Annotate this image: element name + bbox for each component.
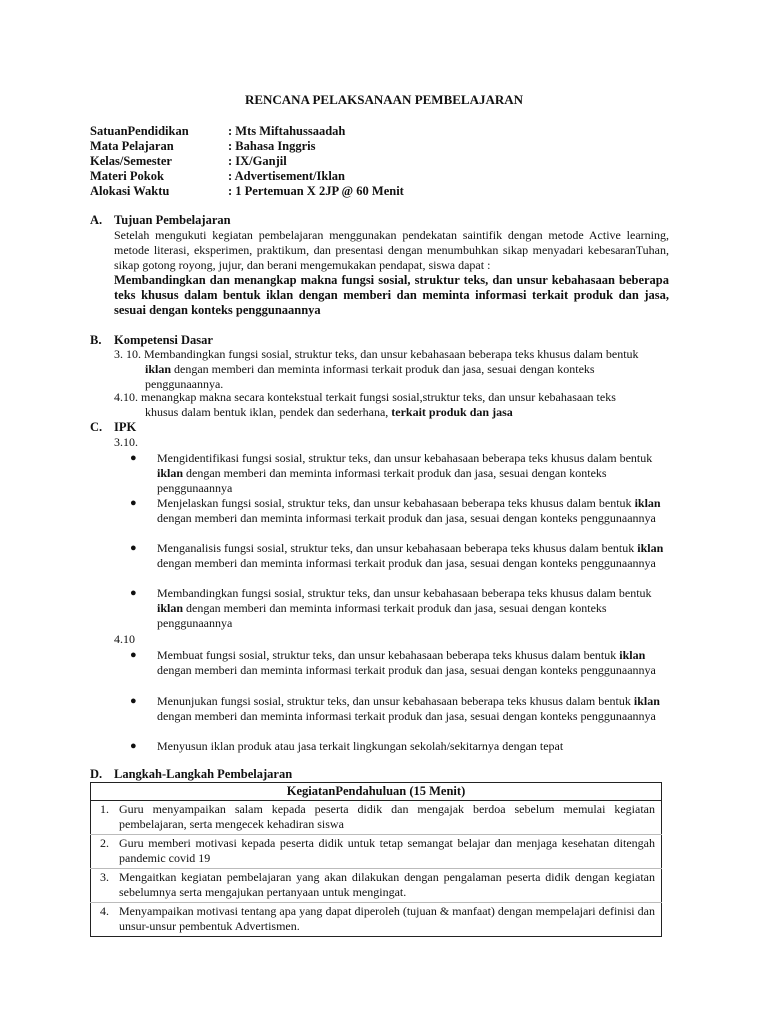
kd-text: Membandingkan fungsi sosial, struktur teks, dan unsur kebahasaan beberapa teks khusus dalam bentuk [141,347,639,361]
kd-item-4-10 [114,390,674,420]
ipk-text: Menyusun iklan produk atau jasa terkait lingkungan sekolah/sekitarnya dengan tepat [157,739,564,753]
kd-text-cont: dengan memberi dan meminta informasi terkait produk dan jasa, sesuai dengan konteks penggunaannya. [145,362,595,391]
bullet-icon: ● [130,542,137,554]
bullet-icon: ● [130,497,137,509]
document-title: RENCANA PELAKSANAAN PEMBELAJARAN [244,92,524,107]
identity-value: : Mts Miftahussaadah [228,124,346,138]
ipk-text-cont: dengan memberi dan meminta informasi terkait produk dan jasa, sesuai dengan konteks penggunaannya [157,601,607,630]
step-number: 3. [100,870,109,884]
steps-table [90,782,662,937]
step-text: Mengaitkan kegiatan pembelajaran yang akan dilakukan dengan pengalaman peserta didik dengan kegiatan sebelumnya serta mengajukan pertanyaan untuk mengingat. [119,870,655,899]
identity-value: : 1 Pertemuan X 2JP @ 60 Menit [228,184,404,198]
ipk-text-cont: dengan memberi dan meminta informasi terkait produk dan jasa, sesuai dengan konteks penggunaannya [157,466,607,495]
section-a-paragraph [114,228,669,318]
section-letter: C. [90,420,103,434]
table-row [91,869,662,903]
section-a-heading [90,213,231,228]
bullet-icon: ● [130,695,137,707]
table-header: KegiatanPendahuluan (15 Menit) [91,783,662,801]
kd-number: 4.10. [114,390,138,404]
bullet-icon: ● [130,452,137,464]
ipk-text: Membandingkan fungsi sosial, struktur teks, dan unsur kebahasaan beberapa teks khusus dalam bentuk [157,586,652,600]
ipk-text: Menjelaskan fungsi sosial, struktur teks, dan unsur kebahasaan beberapa teks khusus dalam bentuk [157,496,635,510]
ipk-text-cont: dengan memberi dan meminta informasi terkait produk dan jasa, sesuai dengan konteks penggunaannya [157,709,656,723]
section-title: Tujuan Pembelajaran [114,213,231,227]
ipk-bold: iklan [157,466,184,480]
kd-text-cont: khusus dalam bentuk iklan, pendek dan sederhana, [145,405,392,419]
table-row [91,835,662,869]
step-text: Guru menyampaikan salam kepada peserta didik dan mengajak berdoa sebelum memulai kegiatan pembelajaran, serta mengecek kehadiran siswa [119,802,655,831]
kd-number: 3. 10. [114,347,141,361]
section-b-heading [90,333,213,348]
section-title: Langkah-Langkah Pembelajaran [114,767,293,781]
kd-bold: terkait produk dan jasa [391,405,513,419]
kd-bold: iklan [145,362,172,376]
objective-text: Setelah mengukuti kegiatan pembelajaran menggunakan pendekatan saintifik dengan metode Active learning, metode literasi, eksperimen, praktikum, dan presentasi dengan menumbuhkan sikap menyadari kebesaranTuhan, sikap gotong royong, jujur, dan berani mengemukakan pendapat, siswa dapat : [114,228,669,272]
table-row [91,903,662,937]
section-letter: B. [90,333,102,347]
table-cell [91,903,662,937]
objective-bold-text: Membandingkan dan menangkap makna fungsi sosial, struktur teks, dan unsur kebahasaan beberapa teks khusus dalam bentuk iklan dengan memberi dan meminta informasi terkait produk dan jasa, sesuai dengan konteks penggunaannya [114,273,669,317]
step-text: Guru memberi motivasi kepada peserta didik untuk tetap semangat belajar dan menjaga kesehatan ditengah pandemic covid 19 [119,836,655,865]
step-text: Menyampaikan motivasi tentang apa yang dapat diperoleh (tujuan & manfaat) dengan mempelajari definisi dan unsur-unsur pembentuk Advertismen. [119,904,655,933]
ipk-bold: iklan [157,601,184,615]
ipk-text-cont: dengan memberi dan meminta informasi terkait produk dan jasa, sesuai dengan konteks penggunaannya [157,556,656,570]
bullet-icon: ● [130,587,137,599]
identity-label: Kelas/Semester [90,154,172,168]
bullet-icon: ● [130,740,137,752]
ipk-group-number: 3.10. [114,435,138,449]
ipk-text-cont: dengan memberi dan meminta informasi terkait produk dan jasa, sesuai dengan konteks penggunaannya [157,663,656,677]
table-row [91,801,662,835]
section-d-heading [90,767,292,782]
ipk-text: Menunjukan fungsi sosial, struktur teks, dan unsur kebahasaan beberapa teks khusus dalam bentuk [157,694,634,708]
identity-label: Materi Pokok [90,169,164,183]
ipk-text-cont: dengan memberi dan meminta informasi terkait produk dan jasa, sesuai dengan konteks penggunaannya [157,511,656,525]
ipk-bold: iklan [619,648,646,662]
step-number: 2. [100,836,109,850]
identity-value: : Advertisement/Iklan [228,169,346,183]
kd-text: menangkap makna secara kontekstual terkait fungsi sosial,struktur teks, dan unsur kebahasaan teks [138,390,616,404]
ipk-group-number: 4.10 [114,632,135,646]
step-number: 1. [100,802,109,816]
ipk-bold: iklan [633,694,660,708]
identity-value: : Bahasa Inggris [228,139,316,153]
table-cell [91,835,662,869]
table-header-row [91,783,662,801]
ipk-text: Membuat fungsi sosial, struktur teks, dan unsur kebahasaan beberapa teks khusus dalam bentuk [157,648,620,662]
section-title: Kompetensi Dasar [114,333,213,347]
kd-item-3-10 [114,347,674,392]
step-number: 4. [100,904,109,918]
section-letter: A. [90,213,103,227]
table-cell [91,801,662,835]
ipk-bold: iklan [637,541,664,555]
section-letter: D. [90,767,103,781]
table-cell [91,869,662,903]
ipk-text: Mengidentifikasi fungsi sosial, struktur teks, dan unsur kebahasaan beberapa teks khusus dalam bentuk [157,451,653,465]
identity-label: Alokasi Waktu [90,184,170,198]
identity-label: Mata Pelajaran [90,139,174,153]
ipk-text: Menganalisis fungsi sosial, struktur teks, dan unsur kebahasaan beberapa teks khusus dalam bentuk [157,541,638,555]
bullet-icon: ● [130,649,137,661]
identity-label: SatuanPendidikan [90,124,189,138]
ipk-bold: iklan [634,496,661,510]
section-c-heading [90,420,136,435]
section-title: IPK [114,420,137,434]
identity-value: : IX/Ganjil [228,154,287,168]
